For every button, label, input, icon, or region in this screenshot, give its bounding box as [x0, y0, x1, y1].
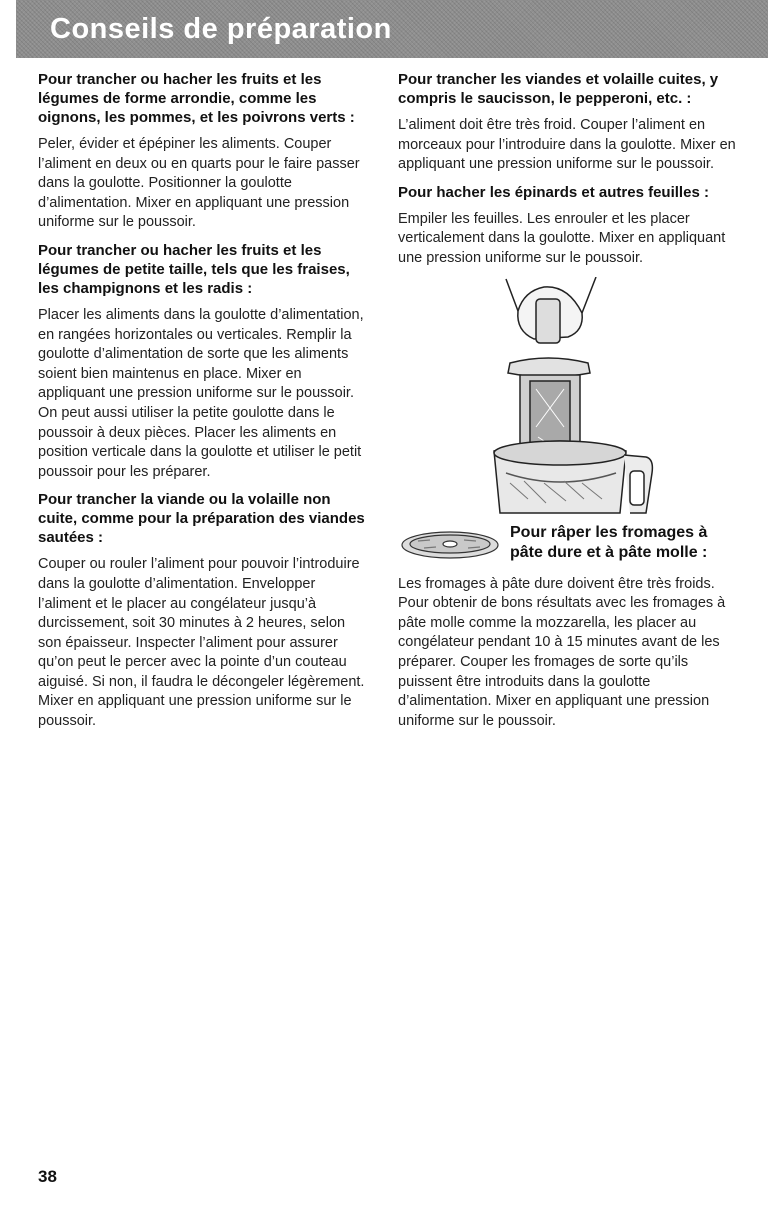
page-title: Conseils de préparation	[50, 13, 392, 45]
section-title: Pour trancher les viandes et volaille cuites, y compris le saucisson, le pepperoni, etc. :	[398, 71, 719, 107]
section-body: Peler, évider et épépiner les aliments. Couper l’aliment en deux ou en quarts pour le faire passer dans la goulotte. Positionner la goulotte d’alimentation. Mixer en appliquant une pression uniforme sur le poussoir.	[38, 136, 360, 231]
section-body: Placer les aliments dans la goulotte d’alimentation, en rangées horizontales ou verticales. Remplir la goulotte d’alimentation de sorte que les aliments soient bien maintenus en place. Mixer en appliquant une pression uniforme sur le poussoir. On peut aussi utiliser la petite goulotte dans le poussoir à deux pièces. Placer les aliments en position verticale dans la goulotte et utiliser le petit poussoir pour les préparer.	[38, 306, 364, 480]
right-column	[398, 70, 738, 739]
cheese-heading-row	[398, 523, 738, 575]
food-processor-illustration	[398, 277, 738, 517]
left-column	[38, 70, 370, 740]
section-title: Pour trancher ou hacher les fruits et les légumes de forme arrondie, comme les oignons, les pommes, et les poivrons verts :	[38, 71, 355, 126]
section-body: Empiler les feuilles. Les enrouler et les placer verticalement dans la goulotte. Mixer en appliquant une pression uniforme sur le poussoir.	[398, 210, 726, 266]
section-body: Couper ou rouler l’aliment pour pouvoir l’introduire dans la goulotte d’alimentation. Envelopper l’aliment et le placer au congélateur jusqu’à durcissement, soit 30 minutes à 2 heures, selon son épaisseur. Inspecter l’aliment pour assurer qu’on peut le percer avec la pointe d’un couteau aiguisé. Si non, il faudra le décongeler légèrement. Mixer en appliquant une pression uniforme sur le poussoir.	[38, 556, 365, 730]
header-bar	[16, 0, 768, 58]
section-title: Pour trancher la viande ou la volaille non cuite, comme pour la préparation des viandes sautées :	[38, 491, 365, 547]
section-title: Pour hacher les épinards et autres feuilles :	[398, 183, 709, 201]
section-title: Pour trancher ou hacher les fruits et les légumes de petite taille, tels que les fraises, les champignons et les radis :	[38, 241, 350, 297]
section-body: Les fromages à pâte dure doivent être très froids. Pour obtenir de bons résultats avec les fromages à pâte molle comme la mozzarella, les placer au congélateur pendant 10 à 15 minutes avant de les préparer. Couper les fromages de sorte qu’ils puissent être introduits dans la goulotte d’alimentation. Mixer en appliquant une pression uniforme sur le poussoir.	[398, 575, 726, 729]
grating-disc-icon	[400, 523, 504, 563]
page-number: 38	[38, 1167, 57, 1186]
section-title: Pour râper les fromages à pâte dure et à pâte molle :	[510, 523, 708, 561]
section-body: L’aliment doit être très froid. Couper l’aliment en morceaux pour l’introduire dans la goulotte. Mixer en appliquant une pression uniforme sur le poussoir.	[398, 117, 736, 173]
food-processor-icon	[398, 277, 738, 517]
